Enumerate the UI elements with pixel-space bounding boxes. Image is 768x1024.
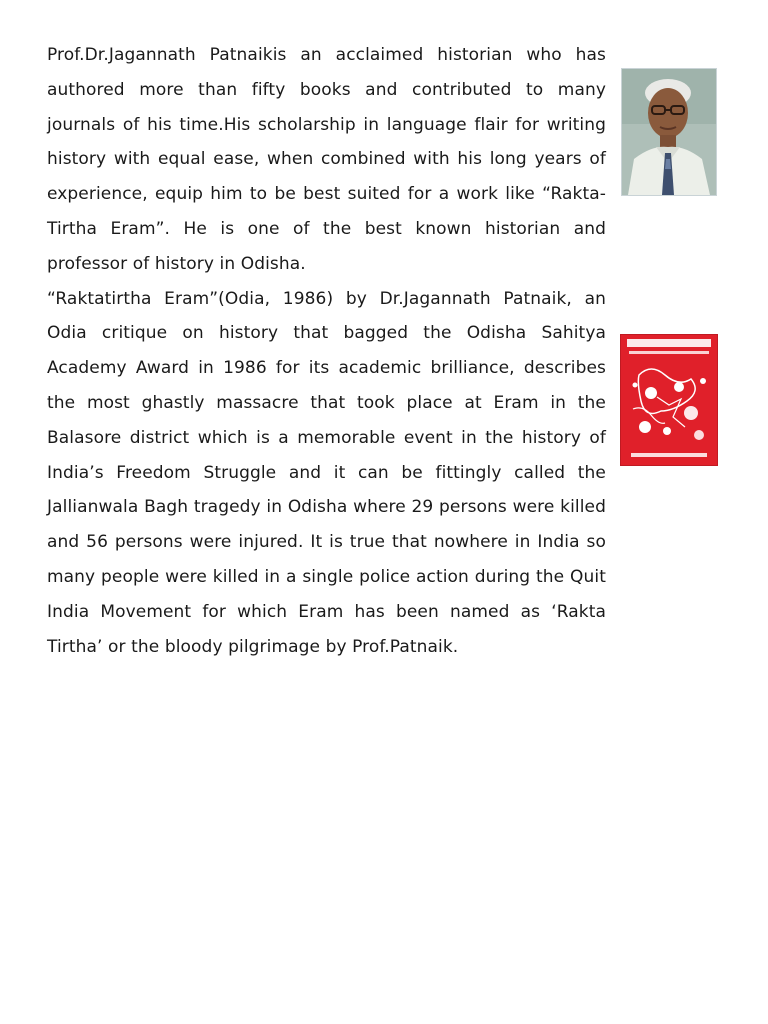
book-cover bbox=[620, 334, 718, 466]
paragraph-author-bio: Prof.Dr.Jagannath Patnaikis an acclaimed historian who has authored more than fifty books and contributed to many journals of his time.His scholarship in language flair for writing history with equal ease, when combined with his long years of experience, equip him to be best suited for a work like “Rakta- Tirtha Eram”. He is one of the best known historian and professor of history in Odisha. bbox=[47, 45, 606, 274]
book-cover-icon bbox=[621, 335, 717, 465]
body-text bbox=[47, 38, 606, 664]
portrait-photo-icon bbox=[622, 69, 716, 195]
author-photo bbox=[621, 68, 717, 196]
paragraph-book-description: “Raktatirtha Eram”(Odia, 1986) by Dr.Jagannath Patnaik, an Odia critique on history that bagged the Odisha Sahitya Academy Award in 1986 for its academic brilliance, describes the most ghastly massacre that took place at Eram in the Balasore district which is a memorable event in the history of India’s Freedom Struggle and it can be fittingly called the Jallianwala Bagh tragedy in Odisha where 29 persons were killed and 56 persons were injured. It is true that nowhere in India so many people were killed in a single police action during the Quit India Movement for which Eram has been named as ‘Rakta Tirtha’ or the bloody pilgrimage by Prof.Patnaik. bbox=[47, 288, 606, 657]
